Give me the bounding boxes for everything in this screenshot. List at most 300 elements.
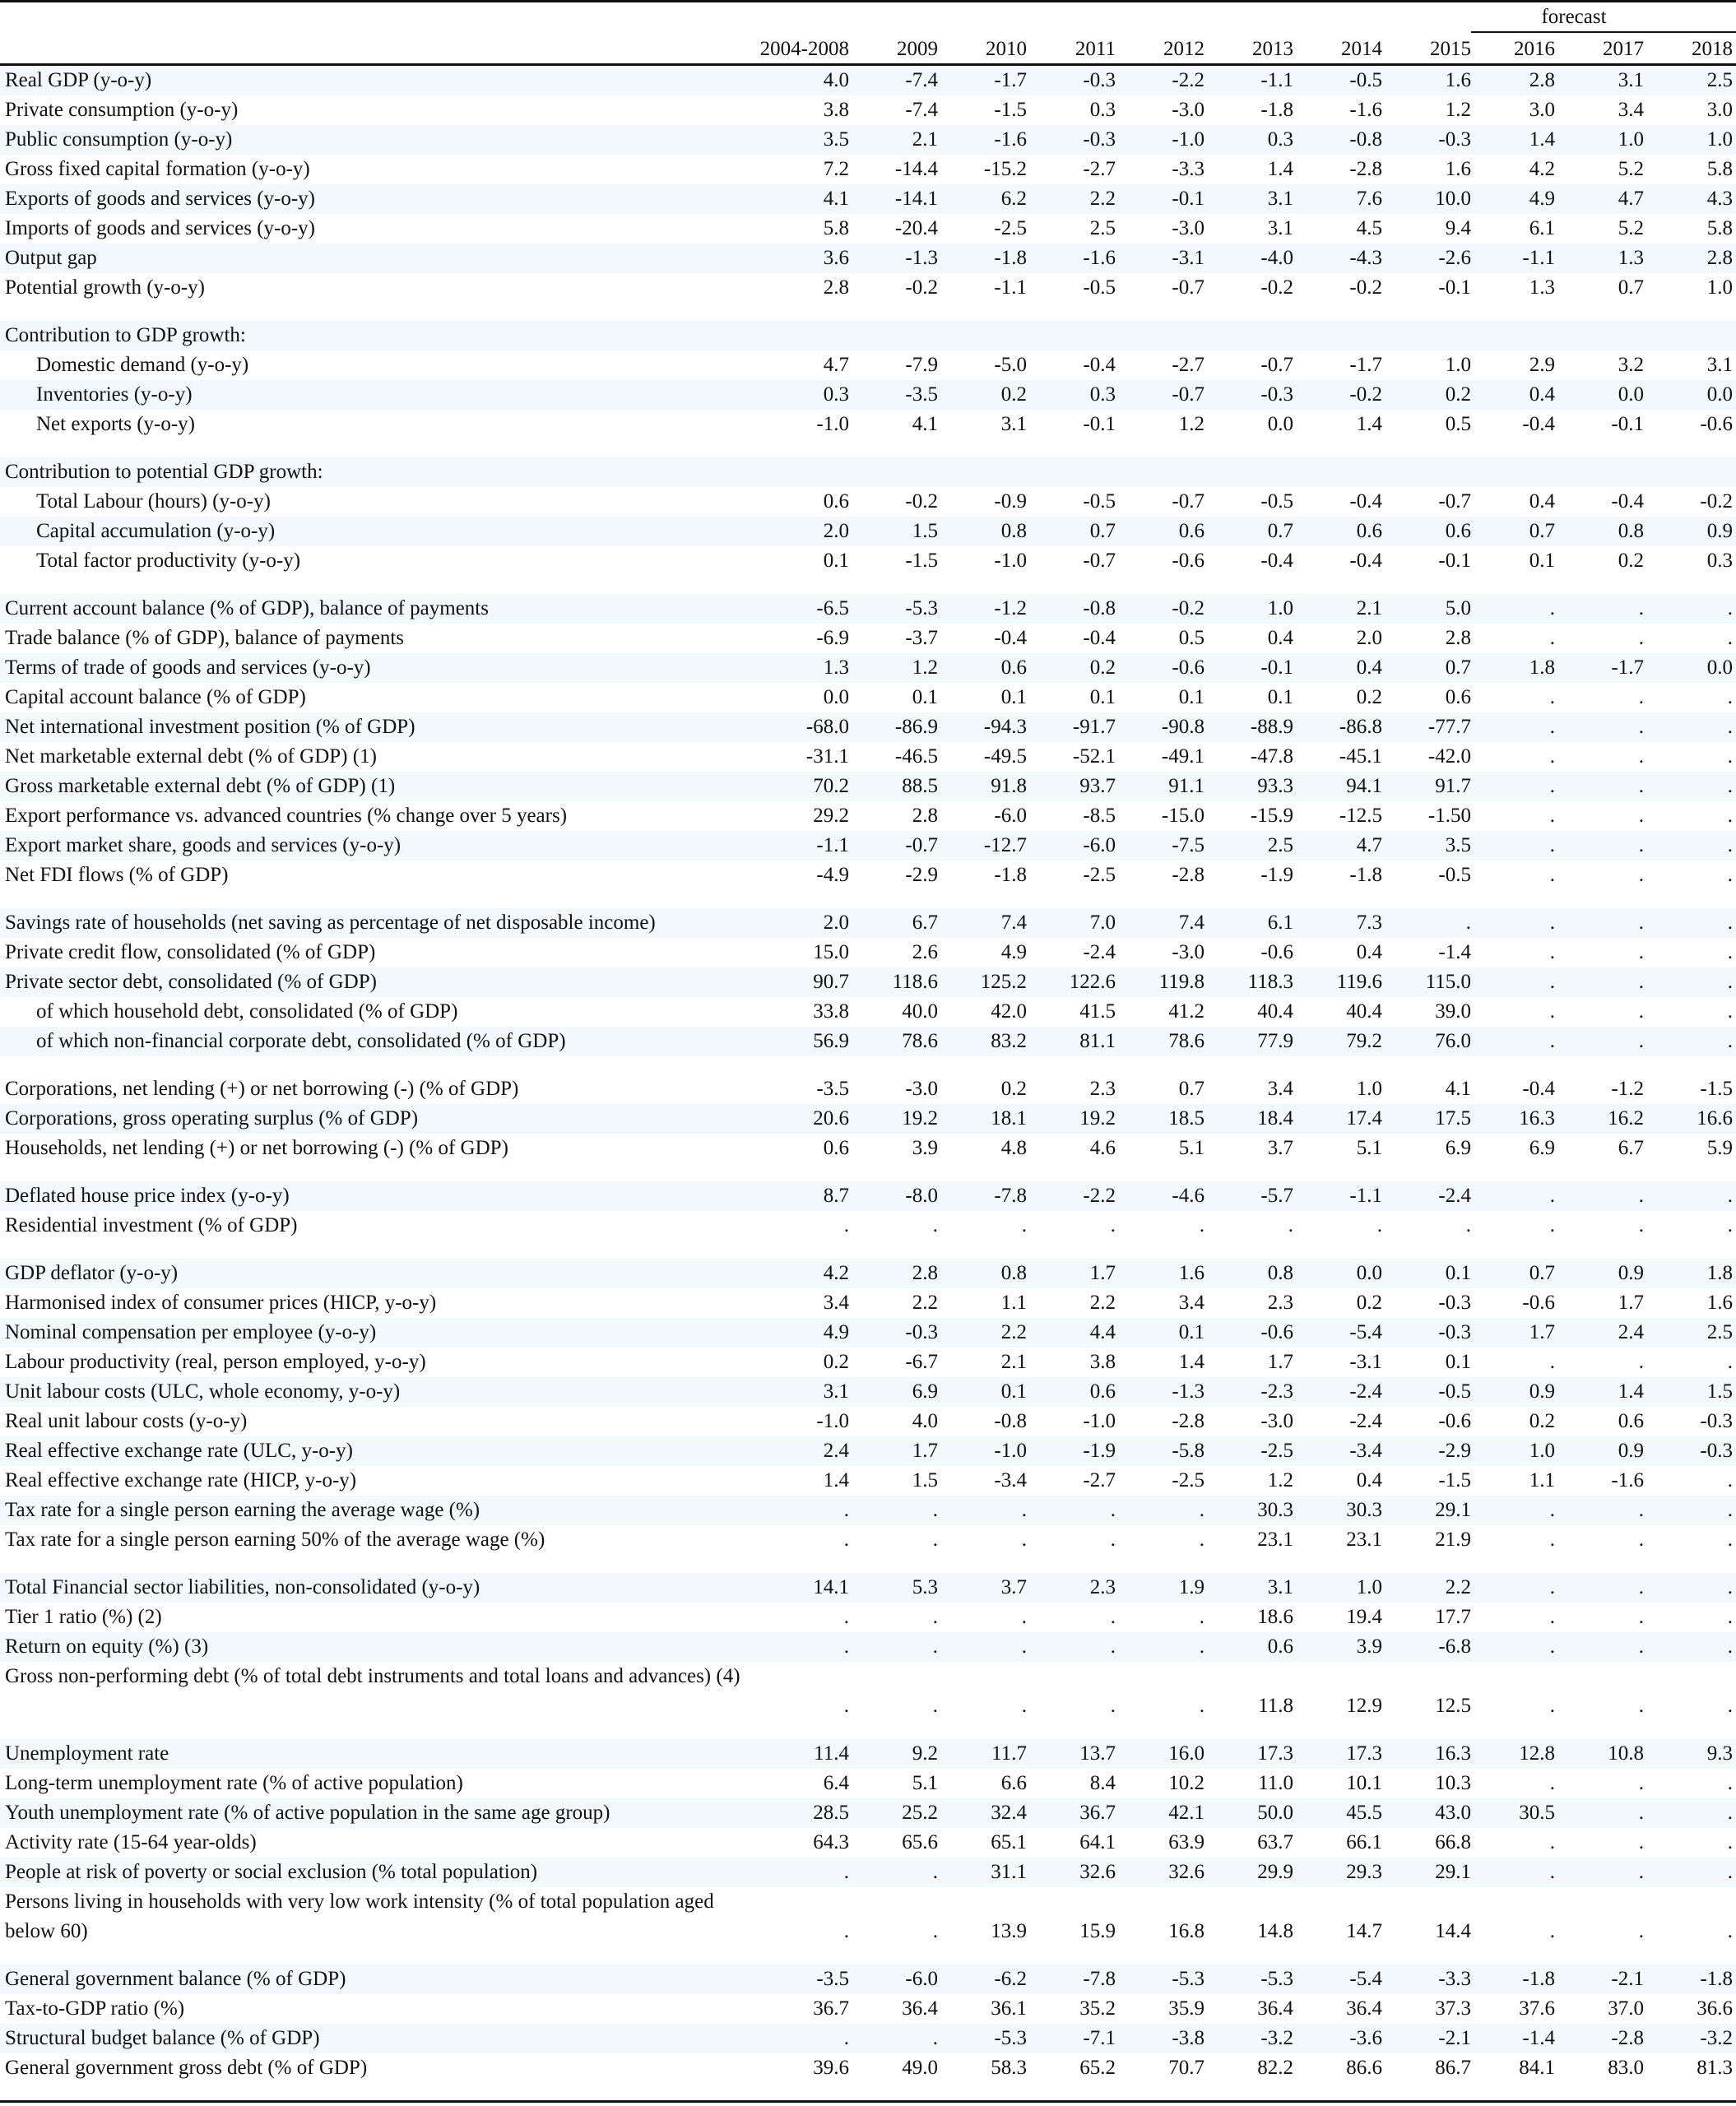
value-cell: 2.9 bbox=[1529, 354, 1555, 376]
value-cell: 21.9 bbox=[1435, 1528, 1471, 1551]
value-cell: . bbox=[1638, 1772, 1644, 1794]
value-cell: 0.3 bbox=[1706, 550, 1733, 572]
value-cell: -4.0 bbox=[1260, 247, 1293, 269]
row-label: Tax rate for a single person earning the average wage (%) bbox=[5, 1499, 480, 1521]
value-cell: -3.2 bbox=[1700, 2027, 1733, 2049]
row-label: Public consumption (y-o-y) bbox=[5, 128, 233, 151]
value-cell: 2.2 bbox=[912, 1292, 938, 1314]
value-cell: 0.7 bbox=[1529, 1262, 1555, 1284]
value-cell: 0.8 bbox=[1000, 1262, 1027, 1284]
value-cell: . bbox=[1549, 1772, 1555, 1794]
value-cell: -3.0 bbox=[1172, 99, 1205, 121]
value-cell: . bbox=[1727, 1499, 1733, 1521]
table-row bbox=[0, 1466, 1736, 1496]
table-row bbox=[0, 1573, 1736, 1603]
value-cell: -0.3 bbox=[1083, 128, 1116, 151]
value-cell: 2.4 bbox=[823, 1440, 849, 1462]
row-label: GDP deflator (y-o-y) bbox=[5, 1262, 179, 1284]
value-cell: 41.2 bbox=[1168, 1000, 1205, 1023]
row-label: Contribution to potential GDP growth: bbox=[5, 461, 323, 483]
value-cell: . bbox=[1727, 1635, 1733, 1658]
value-cell: . bbox=[1549, 971, 1555, 993]
row-label: Structural budget balance (% of GDP) bbox=[5, 2027, 320, 2049]
row-label: Output gap bbox=[5, 247, 97, 269]
row-label: Tax rate for a single person earning 50% of the average wage (%) bbox=[5, 1528, 545, 1551]
value-cell: 2.8 bbox=[823, 276, 849, 299]
value-cell: . bbox=[1727, 1802, 1733, 1824]
value-cell: -0.1 bbox=[1083, 413, 1116, 435]
value-cell: 20.6 bbox=[813, 1107, 849, 1130]
value-cell: 40.4 bbox=[1346, 1000, 1382, 1023]
table-row bbox=[0, 380, 1736, 410]
value-cell: 1.3 bbox=[823, 656, 849, 679]
value-cell: . bbox=[1638, 1351, 1644, 1373]
value-cell: 1.0 bbox=[1529, 1440, 1555, 1462]
table-row bbox=[0, 1211, 1736, 1241]
value-cell: -1.9 bbox=[1083, 1440, 1116, 1462]
value-cell: 2.0 bbox=[823, 520, 849, 542]
value-cell: -0.4 bbox=[1522, 1078, 1555, 1100]
value-cell: . bbox=[932, 1499, 938, 1521]
value-cell: 64.3 bbox=[813, 1831, 849, 1853]
value-cell: -2.4 bbox=[1083, 941, 1116, 963]
value-cell: 3.1 bbox=[1618, 69, 1644, 91]
value-cell: 2.0 bbox=[1356, 627, 1382, 649]
row-label: Private credit flow, consolidated (% of GDP) bbox=[5, 941, 376, 963]
value-cell: -1.3 bbox=[905, 247, 938, 269]
value-cell: 16.0 bbox=[1168, 1742, 1205, 1765]
row-label: Return on equity (%) (3) bbox=[5, 1635, 209, 1658]
value-cell: -15.2 bbox=[983, 158, 1027, 180]
value-cell: . bbox=[1549, 1635, 1555, 1658]
value-cell: . bbox=[1727, 686, 1733, 708]
value-cell: . bbox=[1638, 805, 1644, 827]
value-cell: 19.2 bbox=[902, 1107, 938, 1130]
value-cell: 1.8 bbox=[1529, 656, 1555, 679]
value-cell: . bbox=[1110, 1606, 1116, 1628]
value-cell: 1.2 bbox=[1445, 99, 1471, 121]
value-cell: 0.7 bbox=[1178, 1078, 1205, 1100]
value-cell: 0.9 bbox=[1529, 1380, 1555, 1403]
value-cell: 4.1 bbox=[823, 188, 849, 210]
table-row bbox=[0, 184, 1736, 214]
value-cell: -3.5 bbox=[816, 1078, 849, 1100]
value-cell: 6.4 bbox=[823, 1772, 849, 1794]
value-cell: 0.4 bbox=[1356, 1469, 1382, 1491]
value-cell: -6.0 bbox=[905, 1968, 938, 1990]
value-cell: -2.6 bbox=[1438, 247, 1471, 269]
value-cell: . bbox=[1021, 1695, 1027, 1717]
top-rule bbox=[0, 0, 1736, 2]
value-cell: -6.9 bbox=[816, 627, 849, 649]
value-cell: . bbox=[1021, 1214, 1027, 1236]
row-label: Unemployment rate bbox=[5, 1742, 169, 1765]
value-cell: 0.4 bbox=[1356, 941, 1382, 963]
value-cell: . bbox=[1638, 597, 1644, 619]
value-cell: 0.6 bbox=[1089, 1380, 1116, 1403]
value-cell: 9.3 bbox=[1706, 1742, 1733, 1765]
value-cell: -20.4 bbox=[894, 217, 938, 239]
value-cell: -6.0 bbox=[1083, 834, 1116, 856]
value-cell: 2.8 bbox=[1445, 627, 1471, 649]
value-cell: 2.6 bbox=[912, 941, 938, 963]
table-row bbox=[0, 1662, 1736, 1721]
value-cell: 17.7 bbox=[1435, 1606, 1471, 1628]
value-cell: 5.3 bbox=[912, 1576, 938, 1598]
value-cell: -2.3 bbox=[1260, 1380, 1293, 1403]
value-cell: 11.0 bbox=[1258, 1772, 1293, 1794]
value-cell: . bbox=[932, 1528, 938, 1551]
value-cell: -1.2 bbox=[994, 597, 1027, 619]
row-label: Corporations, net lending (+) or net borrowing (-) (% of GDP) bbox=[5, 1078, 519, 1100]
value-cell: -0.5 bbox=[1438, 1380, 1471, 1403]
value-cell: -4.6 bbox=[1172, 1185, 1205, 1207]
value-cell: 4.0 bbox=[823, 69, 849, 91]
value-cell: 1.0 bbox=[1356, 1576, 1382, 1598]
value-cell: -0.4 bbox=[994, 627, 1027, 649]
value-cell: -0.2 bbox=[1260, 276, 1293, 299]
value-cell: -2.5 bbox=[994, 217, 1027, 239]
value-cell: 3.9 bbox=[1356, 1635, 1382, 1658]
table-row bbox=[0, 321, 1736, 350]
value-cell: . bbox=[1199, 1606, 1205, 1628]
value-cell: 8.7 bbox=[823, 1185, 849, 1207]
value-cell: 39.0 bbox=[1435, 1000, 1471, 1023]
value-cell: 36.7 bbox=[813, 1997, 849, 2020]
value-cell: -0.8 bbox=[1083, 597, 1116, 619]
value-cell: 9.2 bbox=[912, 1742, 938, 1765]
value-cell: 118.6 bbox=[892, 971, 938, 993]
value-cell: -46.5 bbox=[894, 745, 938, 768]
value-cell: 5.1 bbox=[1356, 1137, 1382, 1159]
value-cell: 84.1 bbox=[1519, 2057, 1555, 2079]
value-cell: -7.1 bbox=[1083, 2027, 1116, 2049]
value-cell: 5.8 bbox=[1706, 158, 1733, 180]
value-cell: -7.4 bbox=[905, 69, 938, 91]
value-cell: 5.0 bbox=[1445, 597, 1471, 619]
value-cell: 36.4 bbox=[1346, 1997, 1382, 2020]
row-label: Deflated house price index (y-o-y) bbox=[5, 1185, 290, 1207]
value-cell: 50.0 bbox=[1257, 1802, 1293, 1824]
value-cell: -1.1 bbox=[816, 834, 849, 856]
value-cell: 0.2 bbox=[1529, 1410, 1555, 1432]
row-label: Capital account balance (% of GDP) bbox=[5, 686, 306, 708]
value-cell: 7.2 bbox=[823, 158, 849, 180]
value-cell: 36.4 bbox=[902, 1997, 938, 2020]
row-label: Persons living in households with very low work intensity (% of total population aged below 60) bbox=[5, 1890, 714, 1942]
column-header: 2016 bbox=[1514, 38, 1555, 60]
row-label: Savings rate of households (net saving as percentage of net disposable income) bbox=[5, 912, 656, 934]
table-row bbox=[0, 1134, 1736, 1163]
row-label: Real effective exchange rate (HICP, y-o-y) bbox=[5, 1469, 357, 1491]
value-cell: -14.1 bbox=[894, 188, 938, 210]
column-header: 2012 bbox=[1163, 38, 1205, 60]
value-cell: . bbox=[1727, 971, 1733, 993]
value-cell: 15.0 bbox=[813, 941, 849, 963]
value-cell: 1.0 bbox=[1445, 354, 1471, 376]
value-cell: 1.7 bbox=[1618, 1292, 1644, 1314]
value-cell: -0.2 bbox=[905, 490, 938, 513]
value-cell: . bbox=[1638, 627, 1644, 649]
value-cell: -3.3 bbox=[1438, 1968, 1471, 1990]
value-cell: -6.5 bbox=[816, 597, 849, 619]
table-row bbox=[0, 214, 1736, 244]
value-cell: 5.8 bbox=[1706, 217, 1733, 239]
row-label: Residential investment (% of GDP) bbox=[5, 1214, 298, 1236]
value-cell: . bbox=[1638, 971, 1644, 993]
value-cell: -2.9 bbox=[905, 864, 938, 886]
value-cell: . bbox=[1199, 1214, 1205, 1236]
value-cell: 4.1 bbox=[912, 413, 938, 435]
value-cell: 3.1 bbox=[1267, 188, 1293, 210]
value-cell: 0.4 bbox=[1267, 627, 1293, 649]
value-cell: 0.6 bbox=[1445, 686, 1471, 708]
value-cell: -49.1 bbox=[1161, 745, 1205, 768]
table-row bbox=[0, 517, 1736, 546]
value-cell: 0.9 bbox=[1618, 1262, 1644, 1284]
value-cell: . bbox=[1727, 805, 1733, 827]
value-cell: 3.7 bbox=[1000, 1576, 1027, 1598]
value-cell: 3.1 bbox=[823, 1380, 849, 1403]
value-cell: -1.0 bbox=[994, 550, 1027, 572]
value-cell: 12.8 bbox=[1519, 1742, 1555, 1765]
table-row bbox=[0, 155, 1736, 184]
value-cell: 18.5 bbox=[1168, 1107, 1205, 1130]
value-cell: -0.9 bbox=[994, 490, 1027, 513]
value-cell: 10.8 bbox=[1608, 1742, 1644, 1765]
value-cell: 2.5 bbox=[1706, 1321, 1733, 1343]
value-cell: 3.1 bbox=[1267, 217, 1293, 239]
value-cell: -0.5 bbox=[1083, 276, 1116, 299]
value-cell: 83.0 bbox=[1608, 2057, 1644, 2079]
value-cell: . bbox=[1638, 1576, 1644, 1598]
value-cell: -3.4 bbox=[994, 1469, 1027, 1491]
value-cell: 1.0 bbox=[1618, 128, 1644, 151]
value-cell: . bbox=[1549, 1695, 1555, 1717]
value-cell: 0.1 bbox=[1445, 1262, 1471, 1284]
row-label: Real unit labour costs (y-o-y) bbox=[5, 1410, 248, 1432]
value-cell: 3.0 bbox=[1706, 99, 1733, 121]
value-cell: . bbox=[843, 1528, 849, 1551]
value-cell: . bbox=[1638, 1528, 1644, 1551]
value-cell: . bbox=[1727, 745, 1733, 768]
value-cell: 4.8 bbox=[1000, 1137, 1027, 1159]
value-cell: 10.0 bbox=[1435, 188, 1471, 210]
value-cell: 0.8 bbox=[1267, 1262, 1293, 1284]
value-cell: 11.4 bbox=[814, 1742, 849, 1765]
value-cell: . bbox=[1549, 716, 1555, 738]
value-cell: -91.7 bbox=[1072, 716, 1116, 738]
value-cell: 2.1 bbox=[1356, 597, 1382, 619]
value-cell: -1.1 bbox=[1349, 1185, 1382, 1207]
value-cell: 83.2 bbox=[991, 1030, 1027, 1052]
value-cell: . bbox=[1110, 1499, 1116, 1521]
value-cell: -6.0 bbox=[994, 805, 1027, 827]
value-cell: -2.5 bbox=[1172, 1469, 1205, 1491]
value-cell: . bbox=[1549, 745, 1555, 768]
value-cell: 16.2 bbox=[1608, 1107, 1644, 1130]
value-cell: 23.1 bbox=[1257, 1528, 1293, 1551]
value-cell: 63.9 bbox=[1168, 1831, 1205, 1853]
value-cell: -2.8 bbox=[1172, 864, 1205, 886]
value-cell: 119.6 bbox=[1336, 971, 1382, 993]
value-cell: 70.7 bbox=[1168, 2057, 1205, 2079]
value-cell: -0.3 bbox=[1083, 69, 1116, 91]
value-cell: 1.9 bbox=[1178, 1576, 1205, 1598]
column-header: 2017 bbox=[1603, 38, 1644, 60]
value-cell: -2.4 bbox=[1438, 1185, 1471, 1207]
value-cell: 3.5 bbox=[823, 128, 849, 151]
value-cell: -1.5 bbox=[1700, 1078, 1733, 1100]
value-cell: . bbox=[1727, 1772, 1733, 1794]
value-cell: 16.8 bbox=[1168, 1920, 1205, 1942]
value-cell: . bbox=[1727, 1185, 1733, 1207]
value-cell: -0.6 bbox=[1172, 550, 1205, 572]
value-cell: -0.3 bbox=[905, 1321, 938, 1343]
value-cell: -5.3 bbox=[994, 2027, 1027, 2049]
value-cell: 0.2 bbox=[1000, 1078, 1027, 1100]
value-cell: 17.5 bbox=[1435, 1107, 1471, 1130]
value-cell: -5.8 bbox=[1172, 1440, 1205, 1462]
value-cell: 2.1 bbox=[912, 128, 938, 151]
value-cell: 4.7 bbox=[1618, 188, 1644, 210]
value-cell: 31.1 bbox=[991, 1861, 1027, 1883]
value-cell: 1.6 bbox=[1445, 69, 1471, 91]
value-cell: 0.6 bbox=[823, 1137, 849, 1159]
value-cell: 3.8 bbox=[823, 99, 849, 121]
value-cell: -0.4 bbox=[1083, 627, 1116, 649]
value-cell: . bbox=[932, 1920, 938, 1942]
value-cell: -3.0 bbox=[1172, 941, 1205, 963]
value-cell: 14.1 bbox=[813, 1576, 849, 1598]
value-cell: 65.1 bbox=[991, 1831, 1027, 1853]
value-cell: 65.6 bbox=[902, 1831, 938, 1853]
value-cell: 4.0 bbox=[912, 1410, 938, 1432]
value-cell: 18.4 bbox=[1257, 1107, 1293, 1130]
column-header: 2015 bbox=[1430, 38, 1471, 60]
value-cell: -3.0 bbox=[1260, 1410, 1293, 1432]
table-row bbox=[0, 1798, 1736, 1828]
value-cell: -77.7 bbox=[1427, 716, 1471, 738]
table-row bbox=[0, 1027, 1736, 1056]
value-cell: 40.4 bbox=[1257, 1000, 1293, 1023]
value-cell: 1.4 bbox=[1267, 158, 1293, 180]
value-cell: 0.2 bbox=[1618, 550, 1644, 572]
value-cell: -0.7 bbox=[1172, 276, 1205, 299]
value-cell: 0.4 bbox=[1529, 383, 1555, 406]
value-cell: -0.2 bbox=[1349, 383, 1382, 406]
table-row bbox=[0, 487, 1736, 517]
value-cell: -0.7 bbox=[1438, 490, 1471, 513]
value-cell: -2.8 bbox=[1349, 158, 1382, 180]
value-cell: -3.0 bbox=[1172, 217, 1205, 239]
value-cell: . bbox=[1110, 1695, 1116, 1717]
value-cell: -3.0 bbox=[905, 1078, 938, 1100]
value-cell: 4.9 bbox=[1529, 188, 1555, 210]
value-cell: -6.2 bbox=[994, 1968, 1027, 1990]
value-cell: . bbox=[1465, 1214, 1471, 1236]
value-cell: 4.9 bbox=[1000, 941, 1027, 963]
value-cell: . bbox=[1199, 1528, 1205, 1551]
value-cell: . bbox=[932, 1635, 938, 1658]
value-cell: -0.7 bbox=[1172, 383, 1205, 406]
value-cell: 30.5 bbox=[1519, 1802, 1555, 1824]
table-row bbox=[0, 1074, 1736, 1104]
value-cell: . bbox=[1638, 864, 1644, 886]
value-cell: -0.3 bbox=[1438, 1321, 1471, 1343]
value-cell: -0.2 bbox=[1349, 276, 1382, 299]
value-cell: . bbox=[1549, 834, 1555, 856]
value-cell: . bbox=[1638, 1606, 1644, 1628]
value-cell: 2.5 bbox=[1267, 834, 1293, 856]
value-cell: . bbox=[1727, 716, 1733, 738]
value-cell: 11.8 bbox=[1258, 1695, 1293, 1717]
value-cell: 17.3 bbox=[1257, 1742, 1293, 1765]
value-cell: -1.0 bbox=[816, 413, 849, 435]
value-cell: -2.4 bbox=[1349, 1410, 1382, 1432]
value-cell: . bbox=[1727, 1214, 1733, 1236]
value-cell: 7.4 bbox=[1178, 912, 1205, 934]
value-cell: . bbox=[1549, 1920, 1555, 1942]
value-cell: -0.1 bbox=[1438, 276, 1471, 299]
value-cell: 1.7 bbox=[1267, 1351, 1293, 1373]
value-cell: . bbox=[1727, 1030, 1733, 1052]
value-cell: . bbox=[1727, 834, 1733, 856]
value-cell: . bbox=[1727, 1351, 1733, 1373]
table-row bbox=[0, 1181, 1736, 1211]
row-label: People at risk of poverty or social exclusion (% total population) bbox=[5, 1861, 538, 1883]
column-header: 2009 bbox=[897, 38, 938, 60]
value-cell: 36.7 bbox=[1079, 1802, 1116, 1824]
value-cell: 0.1 bbox=[1267, 686, 1293, 708]
value-cell: 0.4 bbox=[1356, 656, 1382, 679]
value-cell: -1.0 bbox=[994, 1440, 1027, 1462]
value-cell: 4.7 bbox=[1356, 834, 1382, 856]
value-cell: . bbox=[1727, 627, 1733, 649]
row-label: General government balance (% of GDP) bbox=[5, 1968, 346, 1990]
value-cell: . bbox=[1199, 1635, 1205, 1658]
table-row bbox=[0, 1318, 1736, 1348]
value-cell: 2.4 bbox=[1618, 1321, 1644, 1343]
value-cell: . bbox=[1727, 912, 1733, 934]
value-cell: -0.6 bbox=[1260, 941, 1293, 963]
value-cell: . bbox=[1549, 864, 1555, 886]
value-cell: -0.6 bbox=[1260, 1321, 1293, 1343]
value-cell: 5.2 bbox=[1618, 217, 1644, 239]
value-cell: . bbox=[1549, 597, 1555, 619]
value-cell: 0.1 bbox=[1178, 686, 1205, 708]
value-cell: 13.7 bbox=[1079, 1742, 1116, 1765]
value-cell: 2.3 bbox=[1089, 1078, 1116, 1100]
value-cell: 45.5 bbox=[1346, 1802, 1382, 1824]
table-row bbox=[0, 125, 1736, 155]
value-cell: . bbox=[1021, 1635, 1027, 1658]
value-cell: 0.2 bbox=[1000, 383, 1027, 406]
value-cell: 1.6 bbox=[1178, 1262, 1205, 1284]
value-cell: . bbox=[1638, 941, 1644, 963]
value-cell: 8.4 bbox=[1089, 1772, 1116, 1794]
table-row bbox=[0, 2024, 1736, 2053]
value-cell: . bbox=[843, 1214, 849, 1236]
value-cell: 35.2 bbox=[1079, 1997, 1116, 2020]
value-cell: 93.3 bbox=[1257, 775, 1293, 797]
value-cell: 81.1 bbox=[1079, 1030, 1116, 1052]
value-cell: 3.9 bbox=[912, 1137, 938, 1159]
value-cell: . bbox=[1549, 805, 1555, 827]
value-cell: -0.1 bbox=[1172, 188, 1205, 210]
row-label: Labour productivity (real, person employed, y-o-y) bbox=[5, 1351, 426, 1373]
value-cell: 3.5 bbox=[1445, 834, 1471, 856]
